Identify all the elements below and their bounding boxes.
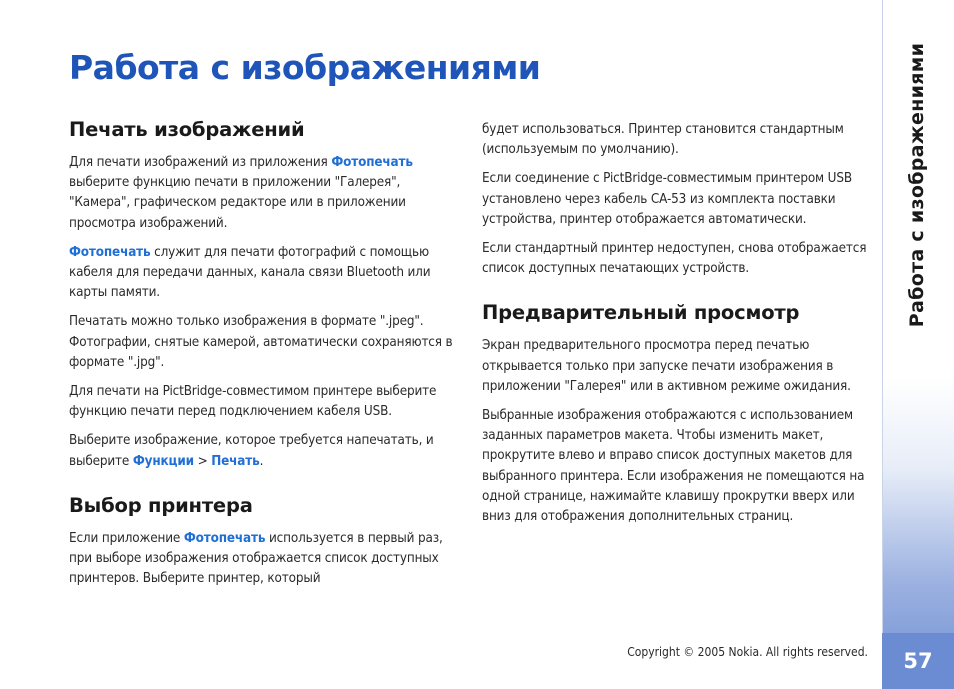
highlight-term: Фотопечать: [69, 244, 151, 260]
paragraph: Если стандартный принтер недоступен, снова отображается список доступных печатающих устройств.: [482, 241, 867, 277]
page-title: Работа с изображениями: [69, 48, 541, 87]
text: >: [193, 453, 212, 469]
text: используется в первый раз, при выборе изображения отображается список доступных принтеров. Выберите принтер, который: [69, 530, 443, 587]
paragraph: Для печати на PictBridge-совместимом принтере выберите функцию печати перед подключением кабеля USB.: [69, 384, 437, 420]
section-heading-print: Печать изображений: [69, 118, 305, 141]
paragraph: [69, 529, 461, 590]
page-number: 57: [882, 633, 954, 689]
right-column: [482, 120, 872, 536]
paragraph: [69, 431, 461, 471]
paragraph: [69, 243, 461, 304]
copyright-notice: Copyright © 2005 Nokia. All rights reserved.: [627, 645, 868, 659]
text: Для печати изображений из приложения: [69, 155, 332, 170]
chapter-label: Работа с изображениями: [906, 42, 928, 328]
left-column: [69, 118, 461, 598]
paragraph: Если соединение с PictBridge-совместимым принтером USB установлено через кабель CA-53 из комплекта поставки устройства, принтер отображается автоматически.: [482, 171, 852, 227]
text: служит для печати фотографий с помощью кабеля для передачи данных, канала связи Bluetooth или карты памяти.: [69, 244, 431, 301]
text: выберите функцию печати в приложении "Галерея", "Камера", графическом редакторе или в приложении просмотра изображений.: [69, 175, 406, 231]
text: Выберите изображение, которое требуется напечатать, и выберите: [69, 433, 434, 469]
paragraph: Экран предварительного просмотра перед печатью открывается только при запуске печати изображения в приложении "Галерея" или в активном режиме ожидания.: [482, 338, 851, 394]
paragraph: Выбранные изображения отображаются с использованием заданных параметров макета. Чтобы изменить макет, прокрутите влево и вправо список доступных макетов для выбранного принтера. Если изображения не помещаются на одной странице, нажимайте клавишу прокрутки вверх или вниз для отображения дополнительных страниц.: [482, 408, 865, 525]
highlight-term: Фотопечать: [183, 530, 266, 546]
section-heading-printer: Выбор принтера: [69, 493, 253, 517]
text: .: [259, 453, 264, 469]
text: Если приложение: [69, 530, 184, 546]
highlight-term: Функции: [132, 453, 194, 469]
highlight-term: Фотопечать: [331, 155, 413, 170]
paragraph: будет использоваться. Принтер становится стандартным (используемым по умолчанию).: [482, 122, 844, 158]
highlight-term: Печать: [211, 453, 260, 469]
paragraph: [69, 153, 461, 234]
section-heading-preview: Предварительный просмотр: [482, 301, 800, 325]
paragraph: Печатать можно только изображения в формате ".jpeg". Фотографии, снятые камерой, автоматически сохраняются в формате ".jpg".: [69, 314, 453, 370]
